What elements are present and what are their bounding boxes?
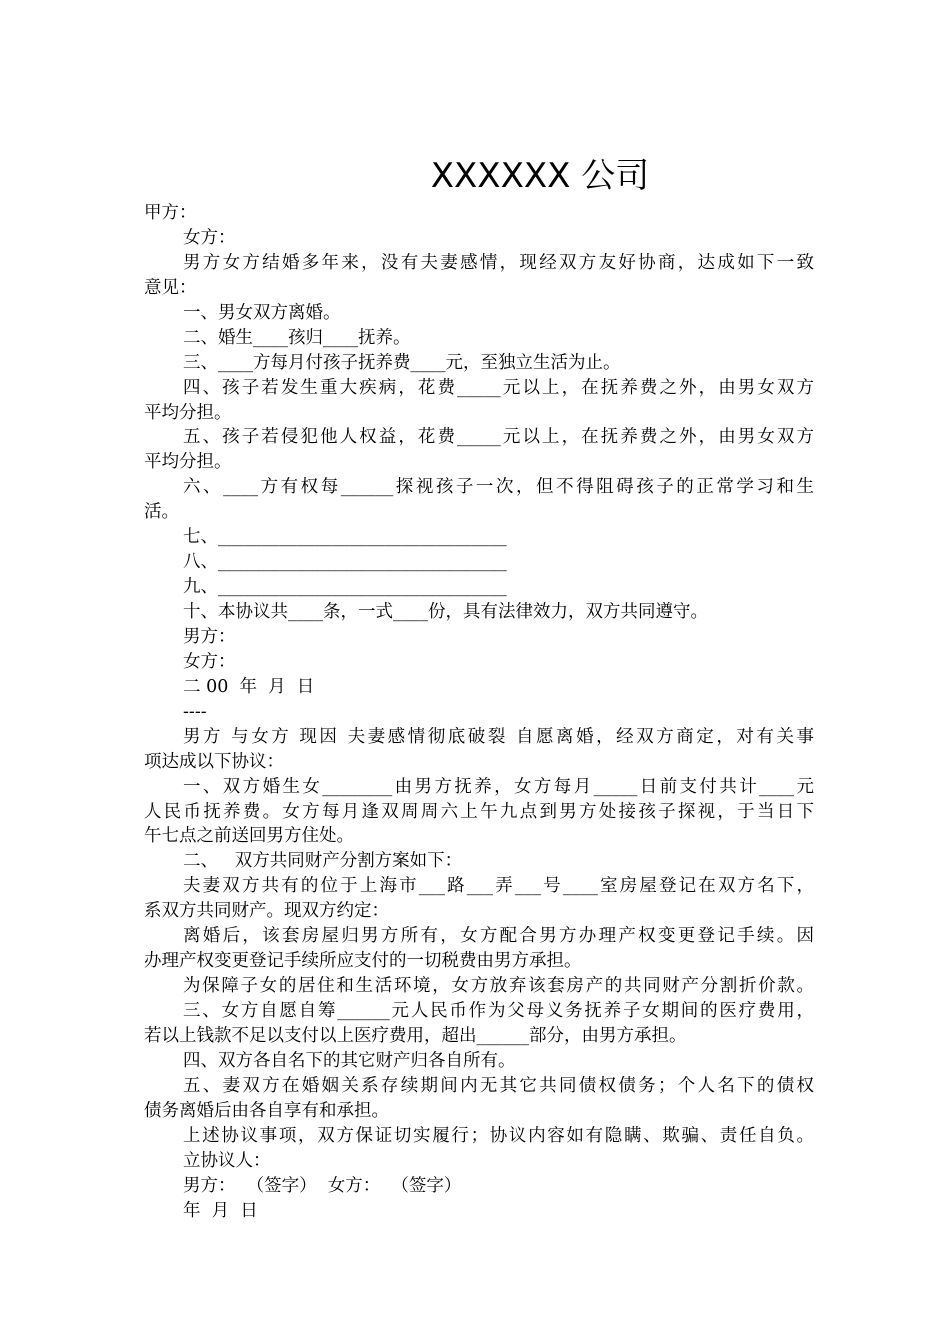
text-line: 六、____方有权每______探视孩子一次，但不得阻碍孩子的正常学习和生: [183, 477, 814, 498]
text-line: 三、女方自愿自筹______元人民币作为父母义务抚养子女期间的医疗费用，: [183, 1001, 814, 1021]
text-line: 男方：: [183, 626, 236, 647]
text-line: 意见：: [144, 277, 197, 298]
text-line: 五、妻双方在婚姻关系存续期间内无其它共同债权债务；个人名下的债权: [183, 1075, 814, 1096]
text-line: 项达成以下协议：: [144, 751, 284, 772]
text-line: 系双方共同财产。现双方约定：: [144, 901, 389, 922]
text-line: 四、双方各自名下的其它财产归各自所有。: [183, 1050, 516, 1071]
text-line: 为保障子女的居住和生活环境，女方放弃该套房产的共同财产分割折价款。: [183, 976, 814, 997]
text-line: 一、男女双方离婚。: [183, 302, 341, 323]
text-line: 人民币抚养费。女方每月逢双周周六上午九点到男方处接孩子探视，于当日下: [144, 801, 814, 822]
text-line: 夫妻双方共有的位于上海市___路___弄___号____室房屋登记在双方名下，: [183, 876, 814, 897]
text-line: 一、双方婚生女________由男方抚养，女方每月_____日前支付共计____元: [183, 776, 814, 797]
text-line: 九、_________________________________: [183, 577, 507, 598]
text-line: 男方女方结婚多年来，没有夫妻感情，现经双方友好协商，达成如下一致: [183, 252, 814, 273]
text-line: 立协议人：: [183, 1150, 271, 1171]
text-line: 二、婚生____孩归____抚养。: [183, 327, 411, 348]
text-line: 离婚后，该套房屋归男方所有，女方配合男方办理产权变更登记手续。因: [183, 926, 814, 947]
text-line: 甲方：: [144, 203, 197, 223]
text-line: 四、孩子若发生重大疾病，花费_____元以上，在抚养费之外，由男女双方: [183, 377, 814, 398]
text-line: 三、____方每月付孩子抚养费____元，至独立生活为止。: [183, 352, 621, 373]
text-line: 女方：: [183, 651, 236, 672]
text-line: 八、_________________________________: [183, 552, 507, 573]
text-line: 上述协议事项，双方保证切实履行；协议内容如有隐瞒、欺骗、责任自负。: [183, 1125, 814, 1146]
document-body: [144, 201, 814, 1223]
text-line: 男方： （签字） 女方： （签字）: [183, 1175, 462, 1196]
text-line: 办理产权变更登记手续所应支付的一切税费由男方承担。: [144, 951, 582, 972]
text-line: 男方 与女方 现因 夫妻感情彻底破裂 自愿离婚，经双方商定，对有关事: [183, 726, 814, 747]
text-line: 午七点之前送回男方住处。: [144, 826, 354, 847]
text-line: 债务离婚后由各自享有和承担。: [144, 1100, 389, 1121]
text-line: 平均分担。: [144, 402, 232, 423]
text-line: 五、孩子若侵犯他人权益，花费_____元以上，在抚养费之外，由男女双方: [183, 427, 814, 448]
text-line: 七、_________________________________: [183, 527, 507, 548]
text-line: 二 00 年 月 日: [183, 676, 315, 697]
text-line: 二、 双方共同财产分割方案如下：: [183, 851, 463, 872]
text-line: 十、本协议共____条，一式____份，具有法律效力，双方共同遵守。: [183, 602, 708, 622]
text-line: 若以上钱款不足以支付以上医疗费用，超出______部分，由男方承担。: [144, 1025, 687, 1046]
document-title: XXXXXX 公司: [430, 156, 650, 196]
text-line: 平均分担。: [144, 452, 232, 473]
text-line: 女方：: [183, 227, 236, 248]
text-line: ----: [183, 701, 207, 722]
text-line: 年 月 日: [183, 1200, 258, 1221]
text-line: 活。: [144, 502, 179, 523]
